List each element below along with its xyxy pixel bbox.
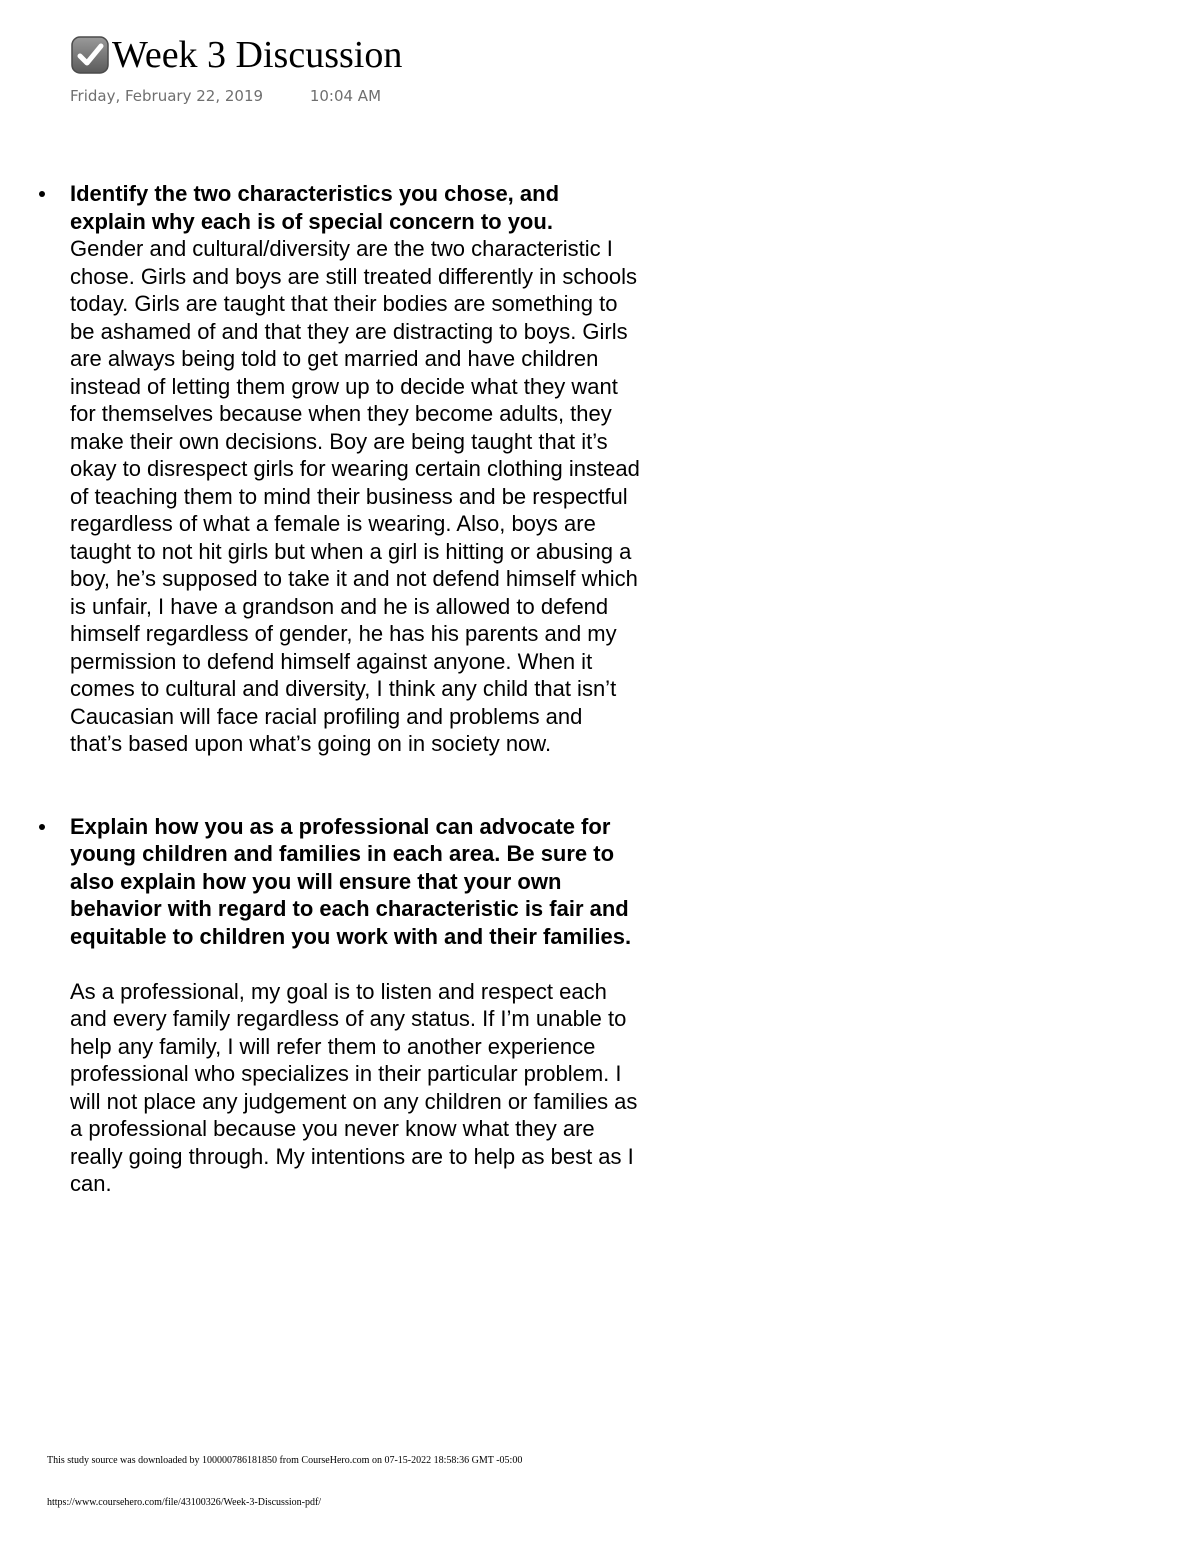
footer-url[interactable]: https://www.coursehero.com/file/43100326/Week-3-Discussion-pdf/ [47, 1497, 322, 1508]
question-text: Explain how you as a professional can advocate for young children and families in each area. Be sure to also explain how you will ensure that your own behavior with regard to each characteristic is fair and equitable to children you work with and their families. [70, 813, 632, 949]
page-title: Week 3 Discussion [112, 34, 403, 76]
list-item [0, 813, 640, 1198]
page-header [70, 32, 402, 78]
footer-source-note: This study source was downloaded by 100000786181850 from CourseHero.com on 07-15-2022 18:58:36 GMT -05:00 [47, 1455, 523, 1466]
list-item [0, 180, 640, 758]
answer-text: Gender and cultural/diversity are the two characteristic I chose. Girls and boys are still treated differently in schools today. Girls are taught that their bodies are something to be ashamed of and that they are distracting to boys. Girls are always being told to get married and have children instead of letting them grow up to decide what they want for themselves because when they become adults, they make their own decisions. Boy are being taught that it’s okay to disrespect girls for wearing certain clothing instead of teaching them to mind their business and be respectful regardless of what a female is wearing. Also, boys are taught to not hit girls but when a girl is hitting or abusing a boy, he’s supposed to take it and not defend himself which is unfair, I have a grandson and he is allowed to defend himself regardless of gender, he has his parents and my permission to defend himself against anyone. When it comes to cultural and diversity, I think any child that isn’t Caucasian will face racial profiling and problems and that’s based upon what’s going on in society now. [70, 236, 640, 756]
page-date: Friday, February 22, 2019 [70, 87, 264, 105]
answer-text: As a professional, my goal is to listen and respect each and every family regardless of any status. If I’m unable to help any family, I will refer them to another experience professional who specializes in their particular problem. I will not place any judgement on any children or families as a professional because you never know what they are really going through. My intentions are to help as best as I can. [70, 978, 638, 1196]
discussion-list [0, 180, 640, 1198]
question-text: Identify the two characteristics you chose, and explain why each is of special concern to you. [70, 181, 560, 234]
page-meta [70, 87, 381, 105]
bullet-icon [39, 824, 45, 830]
page-time: 10:04 AM [309, 87, 382, 105]
bullet-icon [39, 191, 45, 197]
checkbox-checked-icon [70, 35, 110, 75]
